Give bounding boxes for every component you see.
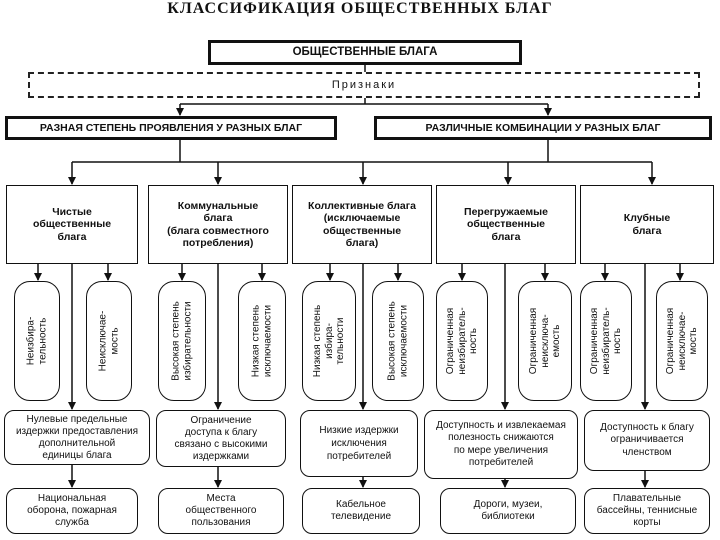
property-box (656, 281, 708, 401)
property-label: Неизбира- тельность (25, 316, 48, 366)
description-label: Доступность и извлекаемая полезность снижаются по мере увеличения потребителей (436, 419, 566, 468)
property-label: Ограниченная неисключае- мость (664, 307, 699, 375)
example-label: Плавательные бассейны, теннисные корты (596, 493, 698, 528)
description-box (4, 410, 150, 465)
property-box (14, 281, 60, 401)
branch-left-box (5, 116, 337, 140)
description-box (584, 410, 710, 471)
property-label: Ограниченная неисключа- емость (527, 307, 562, 375)
example-box (440, 488, 576, 534)
column-header-label: Коммунальные блага (блага совместного потребления) (167, 199, 269, 249)
description-box (156, 410, 286, 467)
example-box (6, 488, 138, 534)
example-label: Дороги, музеи, библиотеки (473, 499, 543, 522)
page-title: КЛАССИФИКАЦИЯ ОБЩЕСТВЕННЫХ БЛАГ (167, 0, 553, 17)
column-header-label: Клубные блага (623, 212, 671, 237)
column-header (292, 185, 432, 264)
root-box (208, 40, 522, 65)
column-header-label: Коллективные блага (исключаемые общественные блага) (308, 199, 416, 249)
column-header-label: Перегружаемые общественные блага (464, 205, 548, 243)
example-box (302, 488, 420, 534)
property-label: Низкая степень избира- тельности (311, 304, 346, 378)
example-box (158, 488, 284, 534)
property-box (238, 281, 286, 401)
property-box (580, 281, 632, 401)
description-box (424, 410, 578, 479)
features-box (28, 72, 700, 98)
root-label: ОБЩЕСТВЕННЫЕ БЛАГА (292, 46, 438, 59)
features-label: Признаки (331, 78, 397, 91)
branch-right-box (374, 116, 712, 140)
example-box (584, 488, 710, 534)
branch-right-label: РАЗЛИЧНЫЕ КОМБИНАЦИИ У РАЗНЫХ БЛАГ (425, 121, 661, 134)
example-label: Кабельное телевидение (330, 499, 392, 522)
property-label: Ограниченная неизбиратель- ность (588, 307, 623, 375)
property-box (372, 281, 424, 401)
example-label: Национальная оборона, пожарная служба (27, 493, 117, 528)
description-label: Доступность к благу ограничивается членством (600, 421, 694, 458)
column-header (148, 185, 288, 264)
property-box (158, 281, 206, 401)
column-header (580, 185, 714, 264)
example-label: Места общественного пользования (185, 493, 257, 528)
property-box (436, 281, 488, 401)
description-label: Ограничение доступа к благу связано с высокими издержками (174, 414, 268, 462)
column-header-label: Чистые общественные блага (32, 205, 112, 243)
property-box (302, 281, 356, 401)
description-label: Низкие издержки исключения потребителей (319, 425, 399, 462)
property-label: Высокая степень исключаемости (386, 301, 409, 381)
property-box (86, 281, 132, 401)
description-box (300, 410, 418, 477)
property-box (518, 281, 572, 401)
column-header (436, 185, 576, 264)
property-label: Неисключае- мость (97, 310, 120, 372)
column-header (6, 185, 138, 264)
description-label: Нулевые предельные издержки предоставления дополнительной единицы блага (15, 413, 139, 461)
property-label: Высокая степень избирательности (170, 301, 193, 381)
branch-left-label: РАЗНАЯ СТЕПЕНЬ ПРОЯВЛЕНИЯ У РАЗНЫХ БЛАГ (39, 121, 303, 134)
property-label: Ограниченная неизбиратель- ность (444, 307, 479, 375)
property-label: Низкая степень исключаемости (250, 304, 273, 378)
